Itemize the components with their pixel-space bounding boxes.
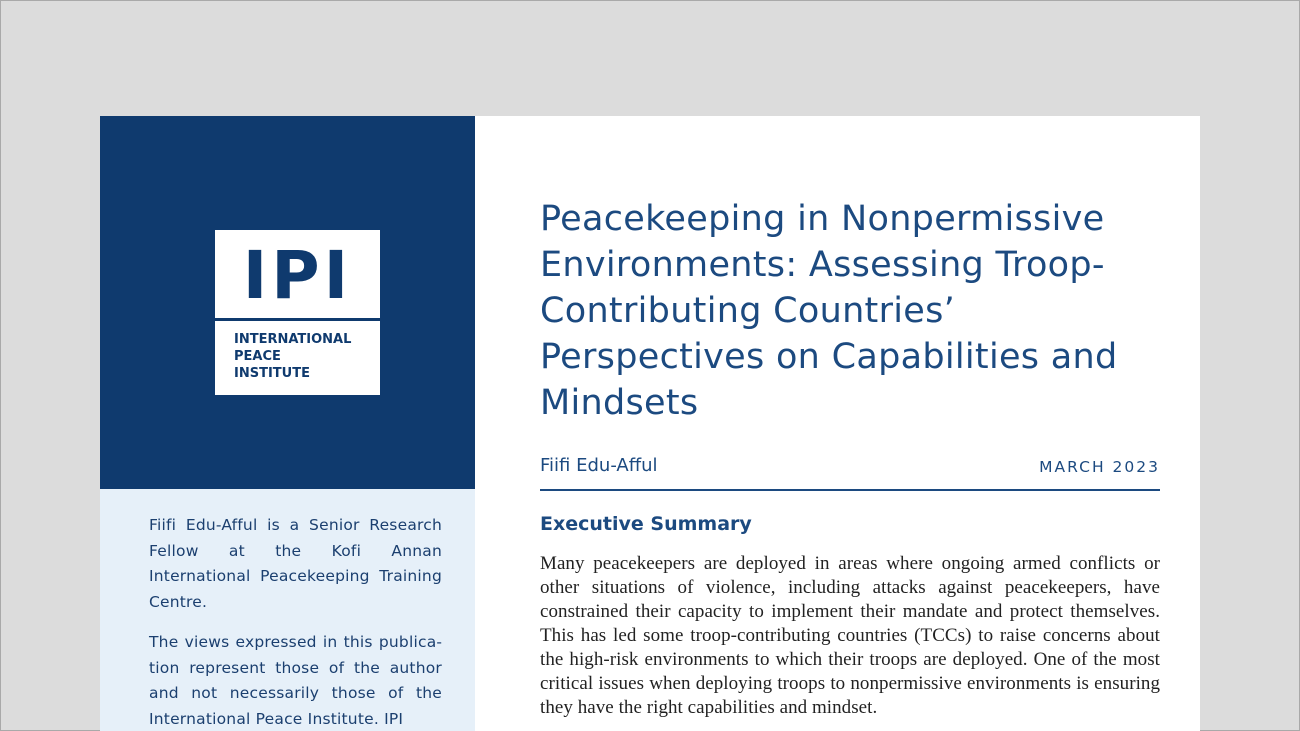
logo-name-line: PEACE: [234, 349, 281, 364]
executive-summary-text: Many peacekeepers are deployed in areas where ongoing armed conflicts or other situations of violence, including attacks against peacekeepers, have constrained their capacity to implement their mandate and protect themselves. This has led some troop-contributing countries (TCCs) to raise concerns about the high-risk environments to which their troops are deployed. One of the most critical issues when deploying troops to nonpermissive environments is ensuring they have the right capabilities and mindset.: [540, 553, 1160, 718]
logo-name-line: INSTITUTE: [234, 366, 310, 381]
byline: [540, 455, 1160, 491]
bio-paragraph: Fiifi Edu-Afful is a Senior Research Fellow at the Kofi Annan International Peacekeeping Training Centre.: [149, 516, 442, 611]
ipi-logo: [215, 230, 380, 395]
author-bio: [149, 513, 442, 731]
logo-divider: [215, 318, 380, 321]
logo-institute-name: [234, 331, 374, 382]
logo-mark: IPI: [242, 237, 353, 314]
sidebar-header-panel: [100, 116, 475, 489]
disclaimer-paragraph: The views expressed in this publication represent those of the author and not necessarily those of the International Peace Institute. IPI: [149, 633, 442, 728]
section-heading: Executive Summary: [540, 513, 752, 535]
publication-date: MARCH 2023: [1039, 458, 1160, 476]
document-page: [100, 116, 1200, 731]
document-title: Peacekeeping in Nonpermissive Environments: Assessing Troop-Contributing Countries’ Perspectives on Capabilities and Mindsets: [540, 199, 1118, 423]
sidebar-bio-panel: [100, 489, 475, 731]
main-content: [540, 116, 1160, 731]
author-name: Fiifi Edu-Afful: [540, 455, 658, 476]
logo-name-line: INTERNATIONAL: [234, 332, 352, 347]
